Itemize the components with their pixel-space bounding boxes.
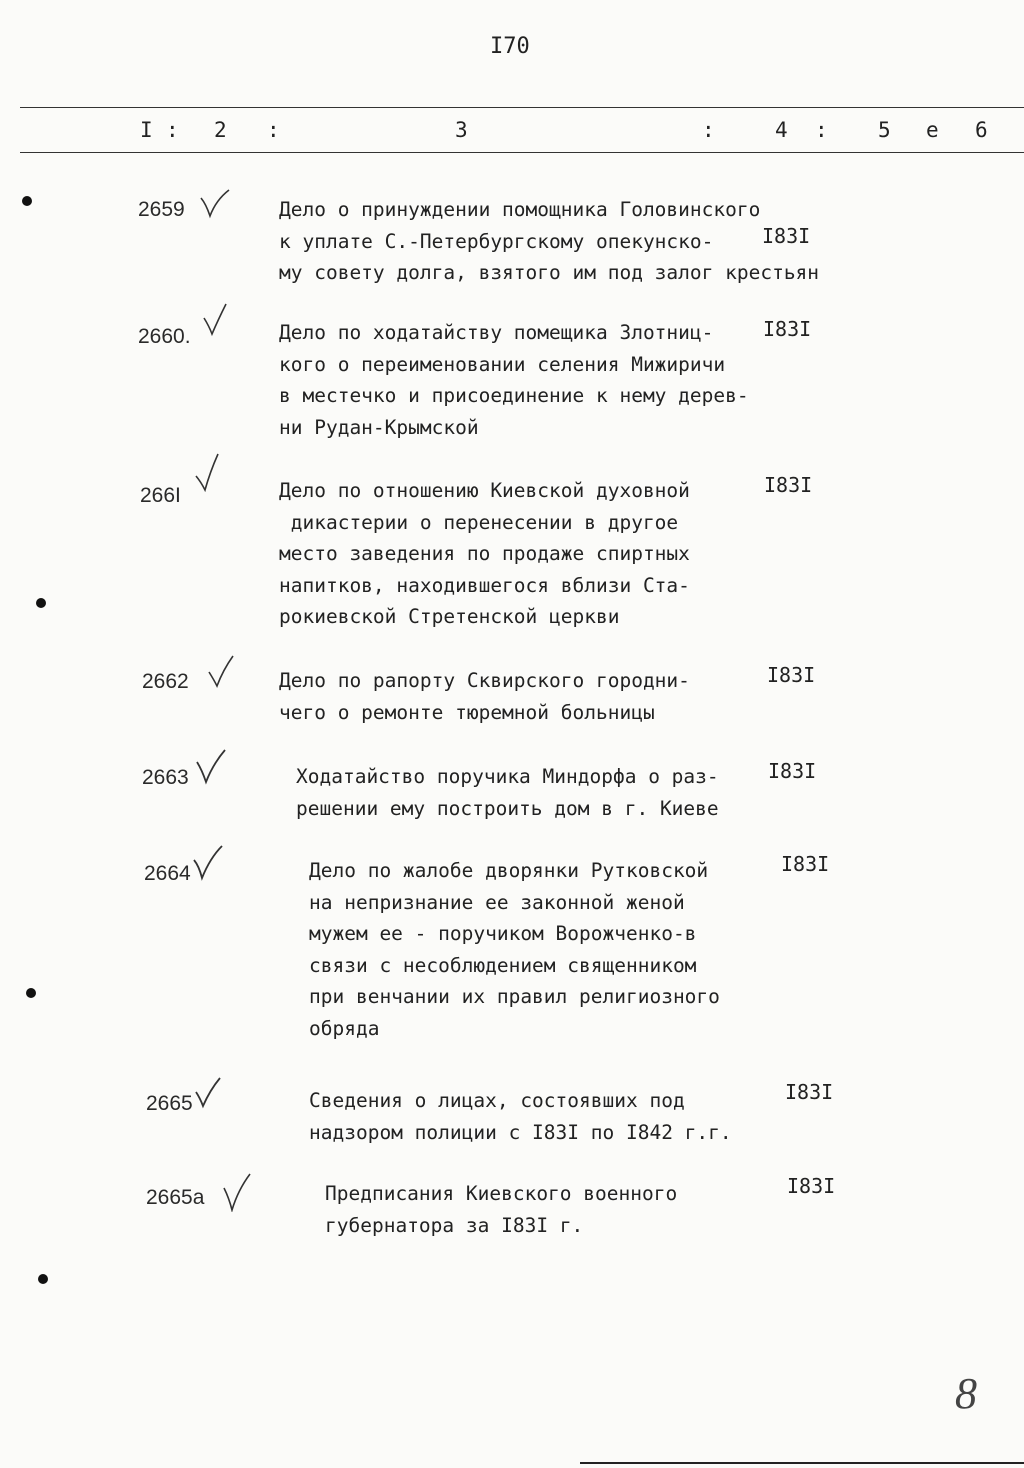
- entry-description: Ходатайство поручика Миндорфа о раз- решении ему построить дом в г. Киеве: [296, 765, 719, 820]
- entry-number: 2665: [146, 1092, 193, 1115]
- checkmark-icon: [192, 452, 226, 492]
- entry-description: Сведения о лицах, состоявших под надзором полиции с I83I по I842 г.г.: [309, 1089, 732, 1144]
- entry-number: 2660.: [138, 325, 191, 348]
- header-bottom-rule: [20, 152, 1024, 153]
- checkmark-icon: [195, 748, 229, 788]
- column-separator: :: [166, 118, 179, 142]
- entry-description: Дело по ходатайству помещика Злотниц- кого о переименовании селения Мижиричи в местечко и присоединение к нему дерев- ни Рудан-Крымской: [279, 321, 749, 439]
- entry-year: I83I: [768, 759, 817, 783]
- checkmark-icon: [192, 844, 226, 884]
- header-top-rule: [20, 107, 1024, 108]
- column-header-2: 2: [214, 118, 227, 142]
- page-number: I70: [490, 34, 530, 59]
- column-header-4: 4: [775, 118, 788, 142]
- column-separator: e: [926, 118, 939, 142]
- checkmark-icon: [200, 300, 234, 340]
- entry-year: I83I: [764, 473, 813, 497]
- entry-year: I83I: [762, 224, 811, 248]
- entry-year: I83I: [781, 852, 830, 876]
- column-header-6: 6: [975, 118, 988, 142]
- checkmark-icon: [220, 1172, 254, 1212]
- entry-year: I83I: [767, 663, 816, 687]
- binder-hole-mark: [38, 1274, 48, 1284]
- entry-number: 2662: [142, 670, 189, 693]
- binder-hole-mark: [26, 988, 36, 998]
- entry-year: I83I: [785, 1080, 834, 1104]
- entry-description: Дело о принуждении помощника Головинского к уплате С.-Петербургскому опекунско- му совету долга, взятого им под залог крестьян: [279, 198, 820, 284]
- entry-description: Дело по отношению Киевской духовной дикастерии о перенесении в другое место заведения по продаже спиртных напитков, находившегося вблизи Ста- рокиевской Стретенской церкви: [279, 479, 690, 628]
- entry-number: 266I: [140, 484, 181, 507]
- entry-description: Дело по рапорту Сквирского городни- чего о ремонте тюремной больницы: [279, 669, 690, 724]
- handwritten-page-mark: 8: [955, 1369, 977, 1418]
- column-header-1: I: [140, 118, 153, 142]
- entry-description: Дело по жалобе дворянки Рутковской на непризнание ее законной женой мужем ее - поручиком Ворожченко-в связи с несоблюдением священником при венчании их правил религиозного обряда: [309, 859, 720, 1040]
- column-header-5: 5: [878, 118, 891, 142]
- entry-number: 2659: [138, 198, 185, 221]
- entry-description: Предписания Киевского военного губернатора за I83I г.: [325, 1182, 678, 1237]
- entry-number: 2663: [142, 766, 189, 789]
- entry-number: 2664: [144, 862, 191, 885]
- checkmark-icon: [198, 186, 232, 226]
- column-separator: :: [815, 118, 828, 142]
- column-separator: :: [702, 118, 715, 142]
- binder-hole-mark: [22, 196, 32, 206]
- entry-year: I83I: [763, 317, 812, 341]
- checkmark-icon: [192, 1074, 226, 1114]
- column-separator: :: [267, 118, 280, 142]
- entry-number: 2665а: [146, 1186, 205, 1209]
- column-header-3: 3: [455, 118, 468, 142]
- entry-year: I83I: [787, 1174, 836, 1198]
- bottom-rule: [580, 1462, 1024, 1464]
- binder-hole-mark: [36, 598, 46, 608]
- checkmark-icon: [205, 650, 239, 690]
